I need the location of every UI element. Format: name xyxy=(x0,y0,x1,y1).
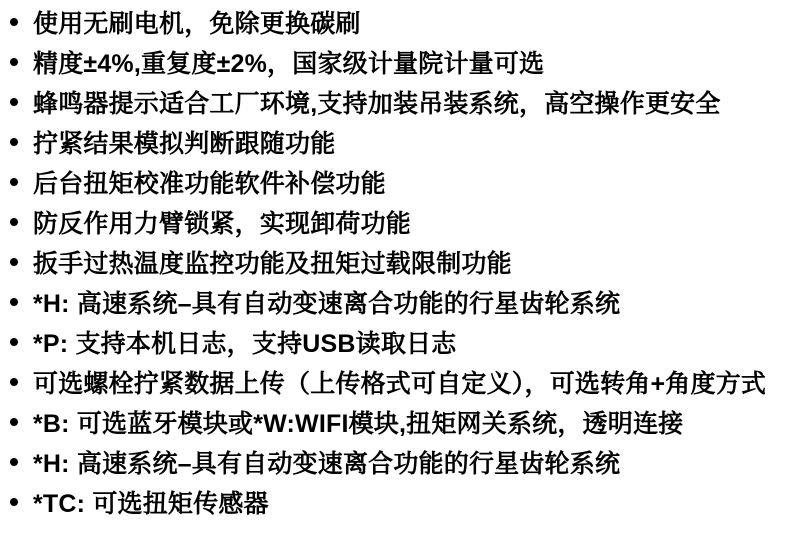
list-item xyxy=(0,282,790,322)
bullet-icon xyxy=(10,378,18,386)
bullet-icon xyxy=(10,218,18,226)
bullet-icon xyxy=(10,18,18,26)
list-item xyxy=(0,402,790,442)
bullet-icon xyxy=(10,458,18,466)
feature-text: 防反作用力臂锁紧，实现卸荷功能 xyxy=(33,210,412,238)
bullet-icon xyxy=(10,98,18,106)
feature-text: 精度±4%,重复度±2%，国家级计量院计量可选 xyxy=(33,50,545,78)
list-item xyxy=(0,42,790,82)
feature-text: 扳手过热温度监控功能及扭矩过载限制功能 xyxy=(33,250,512,278)
list-item xyxy=(0,2,790,42)
list-item xyxy=(0,122,790,162)
bullet-icon xyxy=(10,178,18,186)
bullet-icon xyxy=(10,298,18,306)
feature-text: 蜂鸣器提示适合工厂环境,支持加装吊装系统，高空操作更安全 xyxy=(33,90,721,118)
list-item xyxy=(0,482,790,522)
bullet-icon xyxy=(10,58,18,66)
list-item xyxy=(0,362,790,402)
bullet-icon xyxy=(10,258,18,266)
list-item xyxy=(0,242,790,282)
bullet-icon xyxy=(10,338,18,346)
feature-text: 拧紧结果模拟判断跟随功能 xyxy=(33,130,336,158)
feature-text: *B: 可选蓝牙模块或*W:WIFI模块,扭矩网关系统，透明连接 xyxy=(33,410,684,438)
feature-text: 后台扭矩校准功能软件补偿功能 xyxy=(33,170,386,198)
list-item xyxy=(0,322,790,362)
bullet-icon xyxy=(10,138,18,146)
feature-text: 使用无刷电机，免除更换碳刷 xyxy=(33,10,361,38)
list-item xyxy=(0,442,790,482)
list-item xyxy=(0,162,790,202)
list-item xyxy=(0,202,790,242)
bullet-icon xyxy=(10,498,18,506)
bullet-icon xyxy=(10,418,18,426)
feature-text: *H: 高速系统–具有自动变速离合功能的行星齿轮系统 xyxy=(33,450,621,478)
feature-text: *H: 高速系统–具有自动变速离合功能的行星齿轮系统 xyxy=(33,290,621,318)
feature-text: *TC: 可选扭矩传感器 xyxy=(33,490,269,518)
feature-text: *P: 支持本机日志，支持USB读取日志 xyxy=(33,330,457,358)
list-item xyxy=(0,82,790,122)
feature-text: 可选螺栓拧紧数据上传（上传格式可自定义），可选转角+角度方式 xyxy=(33,370,767,398)
